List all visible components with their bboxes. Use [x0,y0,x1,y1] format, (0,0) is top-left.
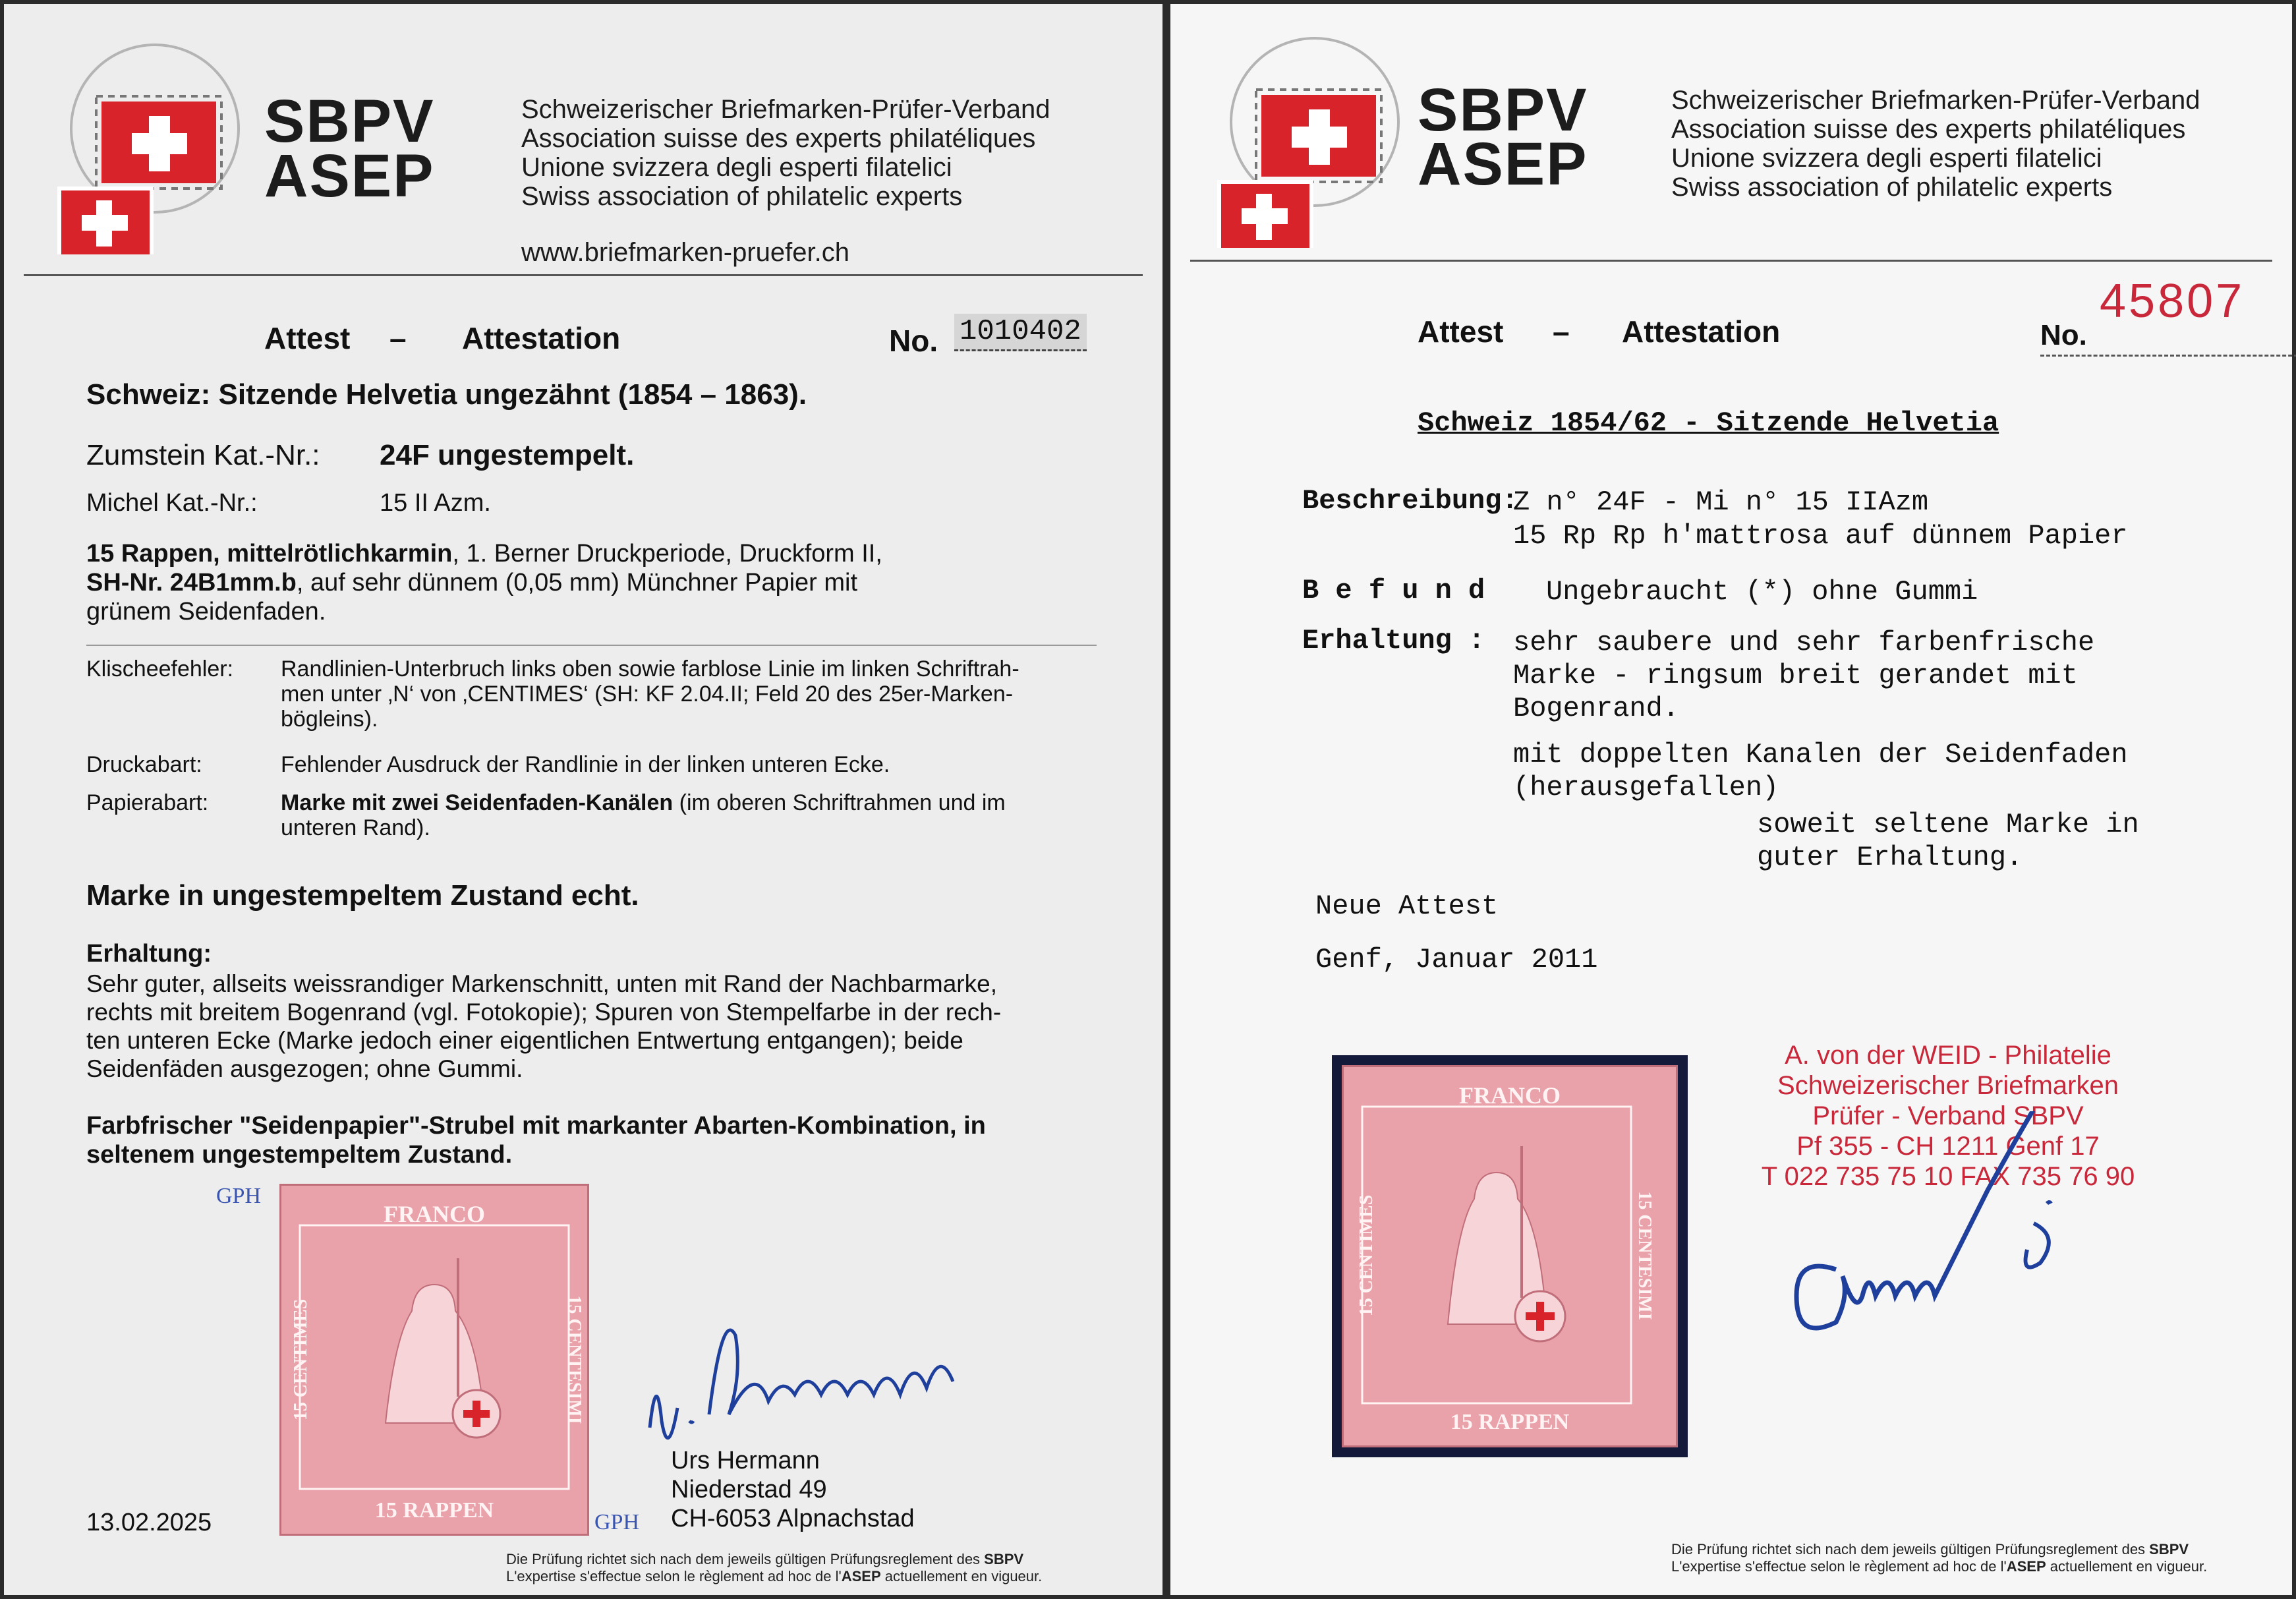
association-names [521,95,1050,211]
papier-label: Papierabart: [86,790,209,815]
sbpv-logo [50,37,268,254]
swiss-cross-stamp-icon [1210,30,1427,248]
stamp-image-1 [279,1184,589,1536]
footer-text: Die Prüfung richtet sich nach dem jeweils gültigen Prüfungsreglement des [1671,1541,2150,1557]
stamp-top-text: FRANCO [384,1201,485,1227]
stamp-top-text: FRANCO [1459,1082,1561,1109]
stamp-description [86,539,1108,626]
erhaltung-line: Seidenfäden ausgezogen; ohne Gummi. [86,1055,523,1082]
zumstein-value: 24F ungestempelt. [380,439,635,471]
papier-bold: Marke mit zwei Seidenfaden-Kanälen [281,790,674,815]
certificate-title: Schweiz 1854/62 - Sitzende Helvetia [1418,407,1999,439]
rarity-line: guter Erhaltung. [1757,842,2023,873]
sbpv-logo [1210,30,1427,248]
assoc-it: Unione svizzera degli esperti filatelici [1671,144,2102,173]
certificate-sbpv-2011 [1166,0,2296,1599]
klischee-line: Randlinien-Unterbruch links oben sowie farblose Linie im linken Schriftrah- [281,656,1019,682]
papier-rest: (im oberen Schriftrahmen und im [673,790,1006,815]
footer-text: L'expertise s'effectue selon le règlement ad hoc de l' [1671,1558,2007,1575]
handstamp-line: Schweizerischer Briefmarken [1777,1071,2119,1100]
footer-text: L'expertise s'effectue selon le règlement ad hoc de l' [506,1568,842,1584]
befund-value: Ungebraucht (*) ohne Gummi [1546,576,1978,608]
summary-line: seltenem ungestempeltem Zustand. [86,1141,513,1169]
stamp-bottom-text: 15 RAPPEN [374,1498,494,1523]
assoc-fr: Association suisse des experts philatéliques [521,124,1036,153]
erhaltung-label: Erhaltung: [86,940,212,968]
befund-label: B e f u n d [1302,575,1485,606]
silk-thread-desc: grünem Seidenfaden. [86,598,326,625]
footer-bold: SBPV [2149,1541,2189,1557]
attestation-heading: Attestation [462,321,621,355]
association-names [1671,86,2200,202]
klischee-line: bögleins). [281,707,378,732]
website-link[interactable]: www.briefmarken-pruefer.ch [521,238,849,267]
sh-number: SH-Nr. 24B1mm.b [86,569,297,596]
footer-note [1671,1541,2207,1575]
zumstein-label: Zumstein Kat.-Nr.: [86,439,320,471]
handstamp-line: T 022 735 75 10 FAX 735 76 90 [1761,1162,2135,1191]
klischee-label: Klischeefehler: [86,656,234,682]
certificate-number-label: No. [2040,319,2296,357]
signature-weid-icon [1757,1111,2126,1375]
signature-hermann-icon [637,1316,1006,1467]
org-acronym-2: ASEP [264,142,435,210]
helvetia-figure-icon [1344,1067,1676,1445]
erhaltung-line: Bogenrand. [1513,693,1680,724]
erhaltung-line: ten unteren Ecke (Marke jedoch einer eigentlichen Entwertung entgangen); beide [86,1027,963,1054]
erhaltung-text [86,970,1001,1083]
stamp-right-text: 15 CENTESIMI [1634,1191,1655,1320]
assoc-fr: Association suisse des experts philatéliques [1671,115,2186,144]
stamp-bottom-text: 15 RAPPEN [1450,1410,1570,1434]
examiner-initials-top: GPH [216,1184,262,1208]
authenticity-statement: Marke in ungestempeltem Zustand echt. [86,879,639,912]
kanal-text [1513,738,2128,804]
papier-line2: unteren Rand). [281,815,430,840]
attest-dash: – [389,321,407,355]
kanal-line: (herausgefallen) [1513,772,1779,803]
certificate-number: 1010402 [954,314,1087,351]
summary-line: Farbfrischer "Seidenpapier"-Strubel mit markanter Abarten-Kombination, in [86,1112,986,1140]
kanal-line: mit doppelten Kanalen der Seidenfaden [1513,739,2128,770]
new-attest-note: Neue Attest [1315,890,1499,922]
michel-label: Michel Kat.-Nr.: [86,489,258,517]
beschreibung-line-2: 15 Rp Rp h'mattrosa auf dünnem Papier [1513,520,2128,552]
paper-desc: , auf sehr dünnem (0,05 mm) Münchner Papier mit [296,569,858,596]
footer-bold: SBPV [984,1551,1024,1567]
helvetia-figure-icon [281,1186,587,1534]
papier-value [281,790,1006,840]
stamp-left-text: 15 CENTIMES [1356,1194,1377,1317]
denomination-colour: 15 Rappen, mittelrötlichkarmin [86,540,453,567]
handstamp-line: Prüfer - Verband SBPV [1812,1101,2084,1130]
stamp-image-2 [1342,1065,1678,1447]
header-divider [24,274,1143,276]
expert-name: Urs Hermann [671,1447,820,1474]
michel-value: 15 II Azm. [380,489,491,517]
examiner-initials-bottom: GPH [594,1510,640,1534]
header-divider [1190,260,2272,262]
druck-label: Druckabart: [86,752,202,777]
issue-date: 13.02.2025 [86,1509,212,1536]
attest-heading: Attest [264,321,351,355]
druck-value: Fehlender Ausdruck der Randlinie in der linken unteren Ecke. [281,752,890,777]
beschreibung-label: Beschreibung: [1302,485,1518,517]
assoc-en: Swiss association of philatelic experts [1671,173,2113,202]
expert-address [671,1446,915,1533]
assoc-it: Unione svizzera degli esperti filatelici [521,153,952,182]
footer-bold: ASEP [2006,1558,2046,1575]
erhaltung-line: Marke - ringsum breit gerandet mit [1513,660,2078,691]
rarity-text [1757,808,2139,874]
attestation-heading: Attestation [1622,314,1781,349]
place-date: Genf, Januar 2011 [1315,944,1598,975]
footer-bold: ASEP [841,1568,881,1584]
footer-text: actuellement en vigueur. [2046,1558,2208,1575]
erhaltung-line: rechts mit breitem Bogenrand (vgl. Fotokopie); Spuren von Stempelfarbe in der rech- [86,999,1002,1026]
assoc-en: Swiss association of philatelic experts [521,182,963,211]
certificate-title: Schweiz: Sitzende Helvetia ungezähnt (1854 – 1863). [86,378,807,411]
org-acronym-1: SBPV [264,88,435,155]
section-divider [86,645,1097,646]
print-period: , 1. Berner Druckperiode, Druckform II, [452,540,882,567]
beschreibung-line-1: Z n° 24F - Mi n° 15 IIAzm [1513,486,1929,518]
summary [86,1111,986,1169]
klischee-line: men unter ‚N‘ von ‚CENTIMES‘ (SH: KF 2.04.II; Feld 20 des 25er-Marken- [281,682,1014,707]
erhaltung-label: Erhaltung : [1302,625,1485,656]
swiss-cross-stamp-icon [50,37,268,254]
expert-city: CH-6053 Alpnachstad [671,1505,915,1532]
attest-heading: Attest [1418,314,1504,349]
footer-note [506,1551,1042,1585]
footer-text: actuellement en vigueur. [880,1568,1043,1584]
klischee-value [281,656,1019,732]
erhaltung-text [1513,626,2094,725]
erhaltung-line: Sehr guter, allseits weissrandiger Markenschnitt, unten mit Rand der Nachbarmarke, [86,970,997,997]
rarity-line: soweit seltene Marke in [1757,809,2139,840]
handstamp-line: A. von der WEID - Philatelie [1785,1041,2111,1070]
erhaltung-line: sehr saubere und sehr farbenfrische [1513,627,2095,658]
org-acronym-1: SBPV [1418,76,1588,144]
assoc-de: Schweizerischer Briefmarken-Prüfer-Verband [521,95,1050,124]
certificate-number-label: No. [889,324,938,358]
handstamp-line: Pf 355 - CH 1211 Genf 17 [1796,1132,2100,1161]
stamp-right-text: 15 CENTESIMI [564,1295,585,1424]
attest-dash: – [1553,314,1570,349]
org-acronym-2: ASEP [1418,131,1588,198]
assoc-de: Schweizerischer Briefmarken-Prüfer-Verband [1671,86,2200,115]
stamp-left-text: 15 CENTIMES [291,1298,311,1421]
expert-street: Niederstad 49 [671,1476,827,1503]
footer-text: Die Prüfung richtet sich nach dem jeweils gültigen Prüfungsreglement des [506,1551,985,1567]
certificate-number: 45807 [2100,275,2245,328]
